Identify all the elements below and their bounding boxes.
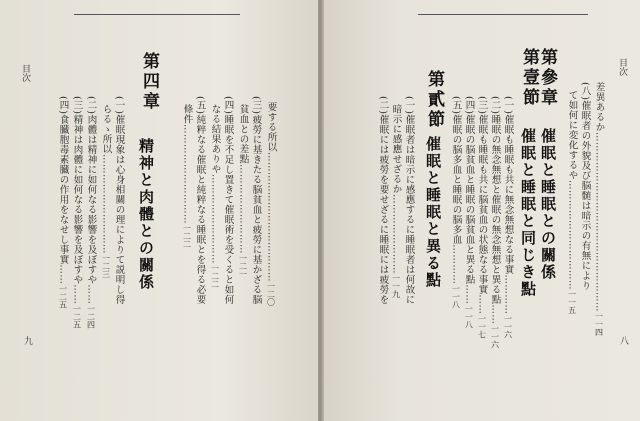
running-head: 目次 — [617, 58, 627, 76]
page-number: 一一九 — [391, 274, 401, 298]
page-number: 一二一 — [238, 254, 248, 278]
entry-text: 暗示に感應せざるか — [390, 104, 402, 194]
entry-text: なる結果ありや — [209, 104, 221, 174]
chapter-title: 精神と肉體との關係 — [137, 138, 155, 291]
toc-entry: (五)純粹なる催眠と純粹なる睡眠とを得る必要 — [194, 96, 206, 305]
page-number: 一一六 — [503, 314, 513, 339]
entry-text: (二)睡眠の無念無想と催眠の無念無想と異る點 — [489, 96, 501, 305]
page-number: 一一六 — [490, 324, 500, 349]
top-rule — [418, 14, 588, 15]
toc-entry: (二)睡眠の無念無想と催眠の無念無想と異る點……一一六 — [489, 96, 501, 349]
toc-entry-continued: 貧血との差點………………………一二一 — [237, 104, 249, 278]
page-number: 一二五 — [58, 284, 68, 309]
page-number: 一二〇 — [266, 282, 276, 306]
folio: 九 — [22, 336, 32, 345]
right-page — [322, 0, 640, 421]
running-head: 目次 — [20, 64, 30, 82]
page-number: 一一四 — [594, 312, 604, 336]
page-number: 一二二 — [210, 264, 220, 288]
toc-entry: 要する所以…………………………………一二〇 — [265, 102, 277, 306]
toc-entry-continued: らるゝ所以…………………………一二三 — [100, 104, 112, 278]
toc-entry: (三)精神は肉體に如何なる影響を及ぼすや……一二五 — [71, 96, 83, 329]
toc-entry: (三)疲勞に基きたる脳貧血と疲勞に基かざる脳 — [250, 96, 262, 305]
entry-text: 差異あるか — [593, 82, 605, 132]
section-heading: 第貳節 — [424, 70, 444, 130]
folio: 八 — [618, 336, 628, 345]
toc-entry: (四)催眠の脳貧血と睡眠の脳貧血と異る點……一一八 — [463, 96, 475, 329]
entry-text: (三)催眠も睡眠も共に脳貧血の状態なる事實 — [476, 96, 488, 295]
left-page — [0, 0, 318, 421]
section-title: 催眠と睡眠と異る點 — [424, 136, 442, 289]
entry-text: (二)肉體は精神に如何なる影響を及ぼすや — [85, 96, 97, 285]
entry-text: (五)催眠の脳多血と睡眠の脳多血 — [450, 96, 462, 245]
page-number: 一一七 — [477, 314, 487, 339]
toc-entry-continued: なる結果ありや………………………一二二 — [209, 104, 221, 288]
page-number: 一二四 — [86, 304, 96, 329]
page-number: 一一八 — [451, 284, 461, 309]
entry-text: (四)食臓胞毒素臓の作用をなせし事實 — [57, 96, 69, 265]
page-number: 一二三 — [101, 254, 111, 278]
toc-entry: (四)食臓胞毒素臓の作用をなせし事實……一二五 — [57, 96, 69, 309]
entry-text: らるゝ所以 — [100, 104, 112, 154]
toc-entry: (二)肉體は精神に如何なる影響を及ぼすや……一二四 — [85, 96, 97, 329]
entry-text: (一)催眠も睡眠も共に無念無想なる事實 — [502, 96, 514, 275]
toc-entry: (三)催眠も睡眠も共に脳貧血の状態なる事實……一一七 — [476, 96, 488, 339]
toc-entry: (一)催眠者は暗示に感應するに睡眠者は何故に — [403, 96, 415, 305]
entry-text: 貧血との差點 — [237, 104, 249, 164]
section-title: 催眠と睡眠と同じき點 — [519, 128, 537, 298]
entry-text: 要する所以 — [265, 102, 277, 152]
toc-entry-continued: て如何に変化するや……………………………一一五 — [566, 90, 578, 314]
toc-entry: 差異あるか………………………………………………一一四 — [593, 82, 605, 336]
page-number: 一一五 — [567, 290, 577, 314]
chapter-heading: 第參章 — [537, 48, 557, 108]
toc-entry: (一)催眠現象は心身相關の理によりて説明し得 — [113, 96, 125, 305]
toc-entry-continued: 條件…………………………一二二 — [181, 104, 193, 248]
entry-text: 條件 — [181, 104, 193, 124]
entry-text: て如何に変化するや — [566, 90, 578, 180]
toc-entry: (五)催眠の脳多血と睡眠の脳多血…………一一八 — [450, 96, 462, 309]
toc-entry: (二)催眠には疲勞を要せざるに睡眠には疲勞を — [377, 96, 389, 305]
page-number: 一二二 — [182, 224, 192, 248]
chapter-title: 催眠と睡眠との關係 — [539, 128, 557, 281]
entry-text: (三)精神は肉體に如何なる影響を及ぼすや — [71, 96, 83, 285]
page-number: 一一八 — [464, 304, 474, 329]
top-rule — [74, 14, 240, 15]
section-heading: 第壹節 — [519, 48, 539, 108]
page-number: 一二五 — [72, 304, 82, 329]
toc-entry: (一)催眠も睡眠も共に無念無想なる事實…………一一六 — [502, 96, 514, 339]
toc-entry: (八)催眠者の外貌及び脳髄は暗示の有無により — [579, 82, 591, 291]
toc-entry-continued: 暗示に感應せざるか……………………一一九 — [390, 104, 402, 298]
toc-entry: (四)睡眠を不足し置きて催眠術を受くると如何 — [222, 96, 234, 305]
chapter-heading: 第四章 — [139, 52, 159, 112]
entry-text: (四)催眠の脳貧血と睡眠の脳貧血と異る點 — [463, 96, 475, 285]
